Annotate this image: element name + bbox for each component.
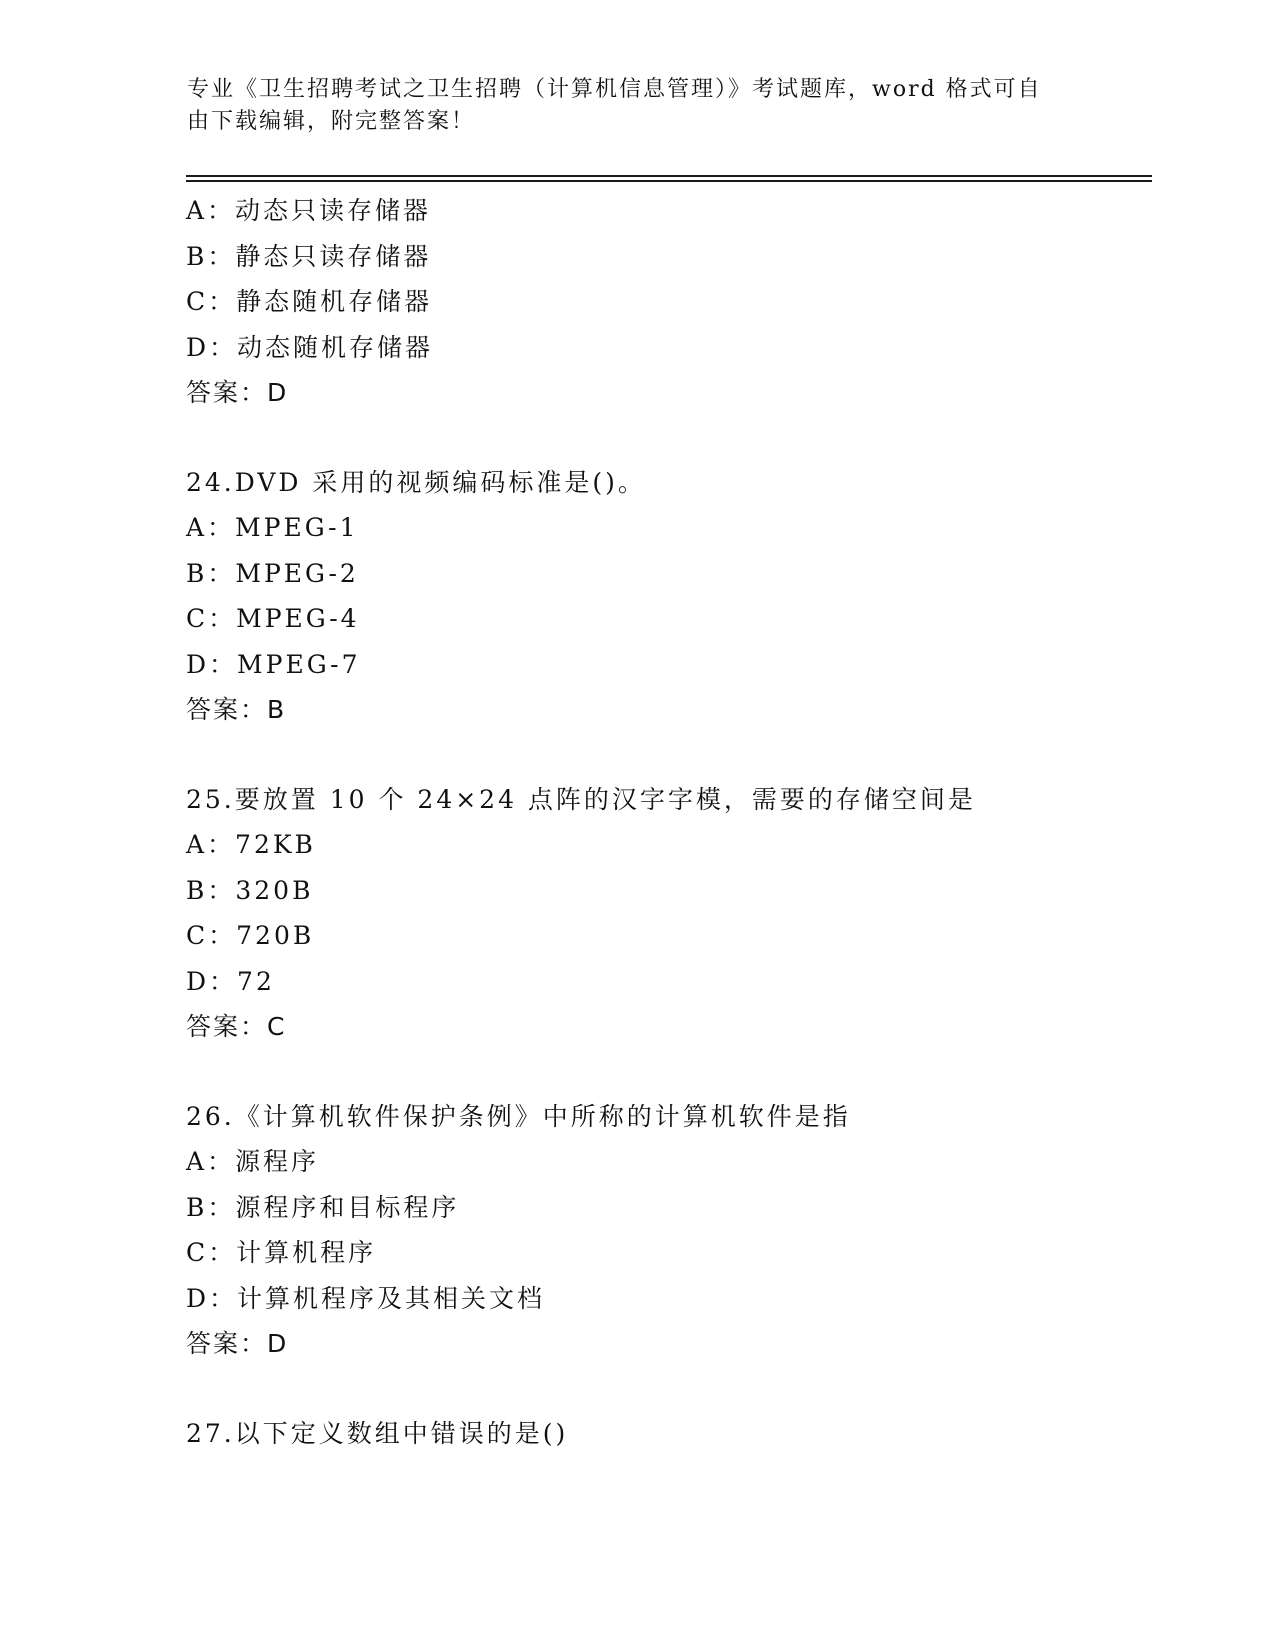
question-text: 24.DVD 采用的视频编码标准是()。 bbox=[186, 467, 646, 497]
question-spacer bbox=[186, 733, 1186, 777]
header-divider-top bbox=[186, 175, 1152, 177]
question-text: 26.《计算机软件保护条例》中所称的计算机软件是指 bbox=[186, 1101, 851, 1131]
question-list bbox=[186, 188, 1186, 1456]
document-header bbox=[187, 74, 1087, 138]
question-block-23 bbox=[186, 188, 1186, 416]
option-a: A：动态只读存储器 bbox=[186, 196, 432, 225]
question-block-27 bbox=[186, 1411, 1186, 1457]
question-spacer bbox=[186, 1050, 1186, 1094]
header-divider-bottom bbox=[186, 180, 1152, 182]
option-d: D：动态随机存储器 bbox=[186, 332, 434, 362]
question-block-24 bbox=[186, 460, 1186, 733]
answer-line: 答案：B bbox=[186, 695, 287, 724]
option-b: B：320B bbox=[186, 875, 314, 905]
answer-line: 答案：D bbox=[186, 378, 289, 407]
question-block-25 bbox=[186, 777, 1186, 1050]
option-b: B：源程序和目标程序 bbox=[186, 1192, 460, 1222]
option-d: D：72 bbox=[186, 966, 275, 996]
question-block-26 bbox=[186, 1094, 1186, 1367]
answer-line: 答案：C bbox=[186, 1012, 287, 1041]
question-spacer bbox=[186, 416, 1186, 460]
option-a: A：MPEG-1 bbox=[186, 513, 359, 542]
option-c: C：静态随机存储器 bbox=[186, 287, 433, 316]
question-text: 25.要放置 10 个 24×24 点阵的汉字字模，需要的存储空间是 bbox=[186, 784, 976, 814]
header-line-2: 由下载编辑，附完整答案！ bbox=[187, 109, 476, 134]
option-c: C：MPEG-4 bbox=[186, 604, 360, 633]
option-c: C：计算机程序 bbox=[186, 1238, 377, 1267]
option-b: B：MPEG-2 bbox=[186, 558, 359, 588]
option-a: A：源程序 bbox=[186, 1147, 320, 1176]
question-text: 27.以下定义数组中错误的是() bbox=[186, 1418, 569, 1448]
question-spacer bbox=[186, 1367, 1186, 1411]
header-line-1: 专业《卫生招聘考试之卫生招聘（计算机信息管理）》考试题库，word 格式可自 bbox=[187, 77, 1042, 102]
answer-line: 答案：D bbox=[186, 1329, 289, 1358]
option-b: B：静态只读存储器 bbox=[186, 241, 432, 271]
option-d: D：计算机程序及其相关文档 bbox=[186, 1283, 546, 1313]
option-c: C：720B bbox=[186, 921, 315, 950]
option-a: A：72KB bbox=[186, 830, 316, 859]
option-d: D：MPEG-7 bbox=[186, 649, 361, 679]
